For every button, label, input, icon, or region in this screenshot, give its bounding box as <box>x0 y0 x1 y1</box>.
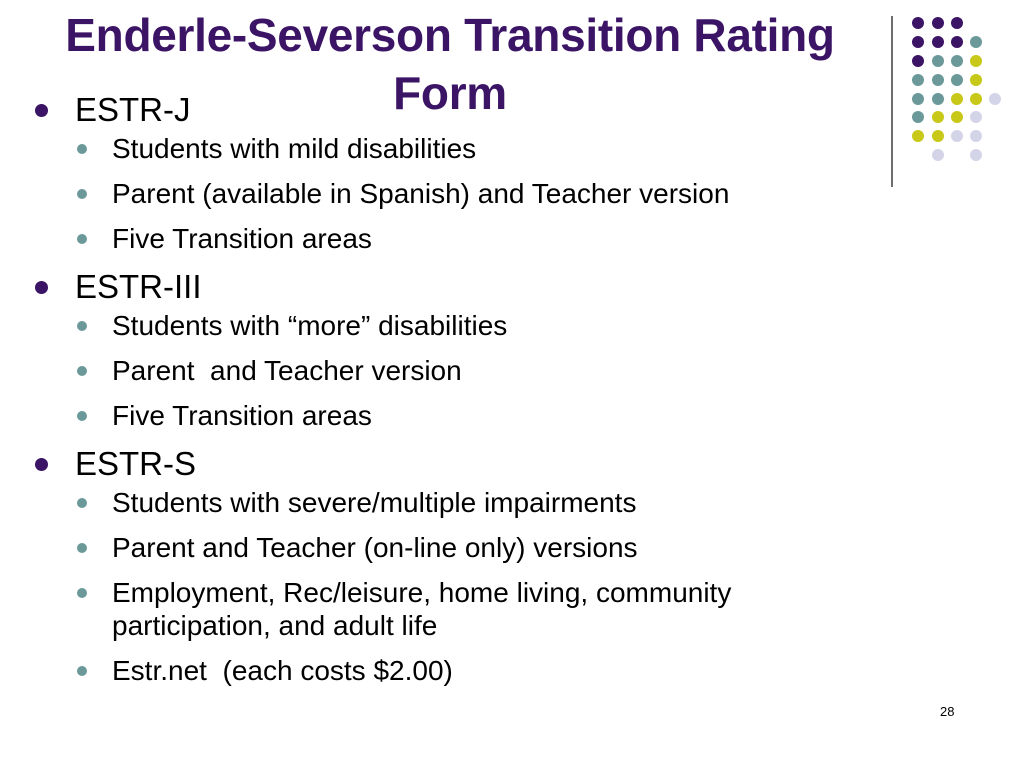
bullet-dot-icon <box>77 189 87 199</box>
bullet-dot-icon <box>77 234 87 244</box>
bullet-dot-icon <box>77 411 87 421</box>
section-heading-text: ESTR-S <box>75 445 197 482</box>
list-item-text: Parent and Teacher version <box>112 355 462 386</box>
list-item <box>30 354 890 387</box>
list-item-text: Estr.net (each costs $2.00) <box>112 655 453 686</box>
bullet-dot-icon <box>35 458 48 471</box>
section-heading-estr-iii <box>30 267 890 307</box>
list-item <box>30 399 890 432</box>
bullet-dot-icon <box>35 281 48 294</box>
bullet-dot-icon <box>77 366 87 376</box>
bullet-content <box>30 84 890 699</box>
list-item-text: Parent and Teacher (on-line only) versions <box>112 532 638 563</box>
list-item <box>30 222 890 255</box>
section-heading-estr-s <box>30 444 890 484</box>
list-item-text: Parent (available in Spanish) and Teacher version <box>112 178 730 209</box>
section-heading-text: ESTR-III <box>75 268 202 305</box>
list-item-text: Students with “more” disabilities <box>112 310 508 341</box>
bullet-dot-icon <box>77 543 87 553</box>
list-item-text: Five Transition areas <box>112 223 372 254</box>
list-item-text: Employment, Rec/leisure, home living, community participation, and adult life <box>112 577 732 641</box>
slide-title: Enderle-Severson Transition Rating Form <box>65 9 835 119</box>
list-item-text: Five Transition areas <box>112 400 372 431</box>
list-item <box>30 177 890 210</box>
title-divider-line <box>891 16 893 187</box>
list-item <box>30 309 890 342</box>
bullet-dot-icon <box>77 588 87 598</box>
section-heading-text: ESTR-J <box>75 91 191 128</box>
list-item <box>30 486 890 519</box>
list-item-text: Students with severe/multiple impairments <box>112 487 637 518</box>
bullet-dot-icon <box>77 144 87 154</box>
list-item <box>30 576 890 642</box>
bullet-dot-icon <box>77 498 87 508</box>
list-item-text: Students with mild disabilities <box>112 133 477 164</box>
bullet-dot-icon <box>77 666 87 676</box>
list-item <box>30 531 890 564</box>
bullet-dot-icon <box>77 321 87 331</box>
list-item <box>30 654 890 687</box>
list-item <box>30 132 890 165</box>
page-number: 28 <box>940 704 955 719</box>
